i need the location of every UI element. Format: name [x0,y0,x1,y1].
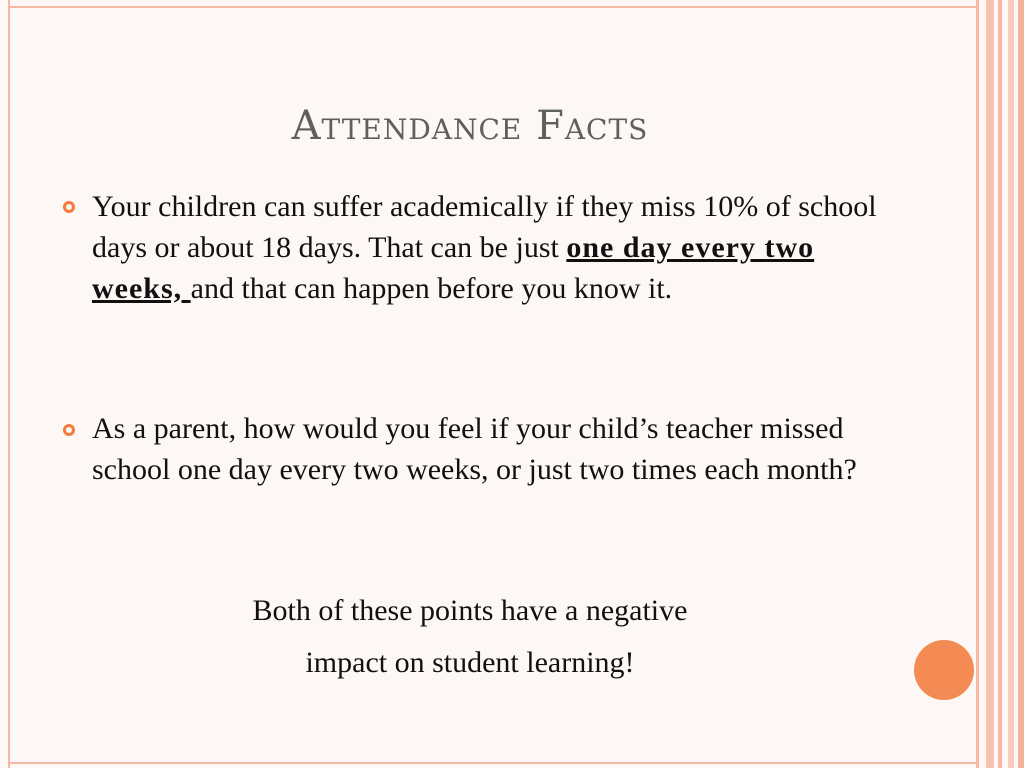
side-stripe [976,0,979,768]
bullet-point-2 [92,408,892,490]
bullet-1-text-before: Your children can suffer academically if they miss 10% of school days or about 18 days. That can be just [92,190,877,264]
closing-line-2: impact on student learning! [305,646,635,679]
side-stripe [998,0,1002,768]
orange-circle-icon [914,640,974,700]
side-stripe [1008,0,1014,768]
side-stripe [1018,0,1024,768]
frame-top-line [8,6,976,8]
bullet-ring-icon [63,424,75,436]
bullet-ring-icon [63,201,75,213]
bullet-1-emphasis: one day every two weeks, [92,231,815,305]
bullet-2-text: As a parent, how would you feel if your child’s teacher missed school one day every two weeks, or just two times each month? [92,412,857,486]
closing-line-1: Both of these points have a negative [252,594,688,627]
side-stripe [986,0,994,768]
frame-bottom-line [8,762,976,764]
slide-title: Attendance Facts [291,103,649,149]
bullet-point-1 [92,186,892,309]
bullet-1-text-after: and that can happen before you know it. [190,272,673,305]
closing-statement [0,585,940,689]
